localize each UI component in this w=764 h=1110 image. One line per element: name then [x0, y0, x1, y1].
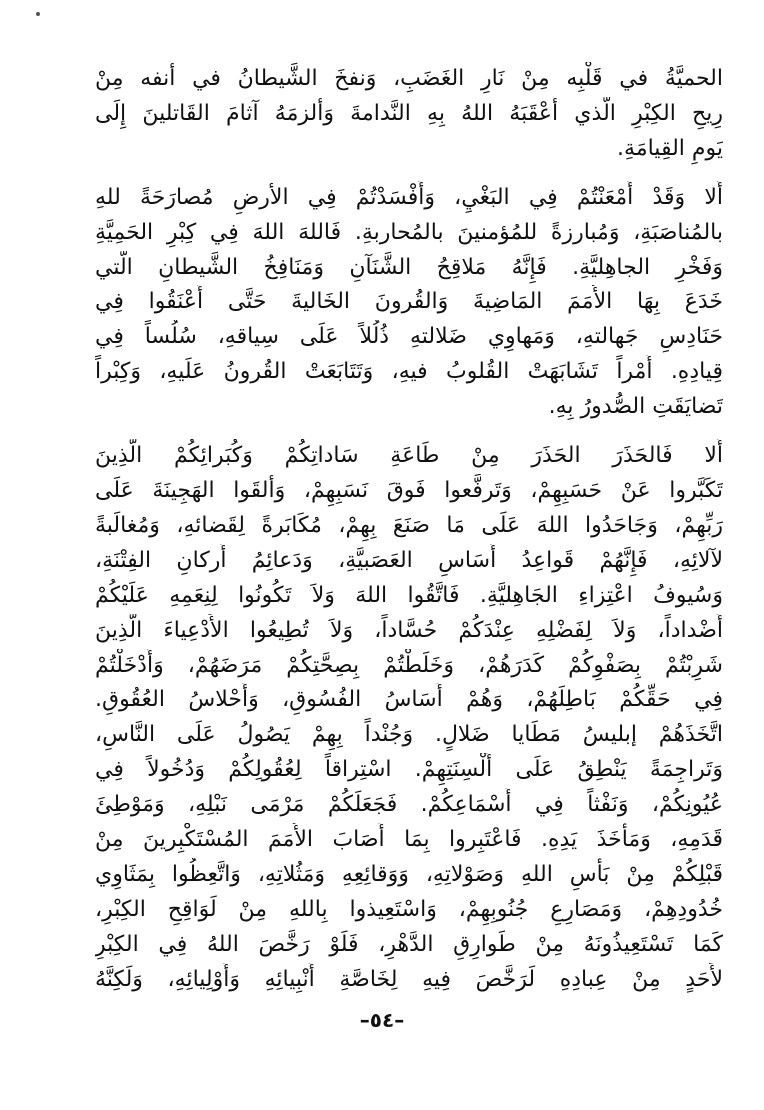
text-line: خَدَعَ بِهَا الأُمَمَ المَاضِيةَ وَالقُرونَ الخَاليةَ حَتَّى أَعْنَقُوا فِي	[95, 289, 723, 315]
text-line: لأَحَدٍ مِنْ عِبادِهِ لَرَخَّصَ فِيهِ لِخَاصَّةِ أَنْبِيائِهِ وَأَوْلِيائِهِ، وَلَكِنَّهُ	[95, 966, 723, 992]
paragraph-1	[95, 62, 723, 167]
text-line: حَنَادِسِ جَهالتهِ، وَمَهاوِي ضَلالتهِ ذُلُلاً عَلَى سِياقهِ، سُلُساً فِي	[95, 324, 723, 350]
text-line: تَكَبَّروا عَنْ حَسَبِهِمْ، وَتَرفَّعوا فَوقَ نَسَبِهِمْ، وَألقَوا الهَجِينَةَ عَلَى	[95, 477, 723, 503]
text-line: رِيحِ الكِبْرِ الَّذي أعْقَبَهُ اللهُ بِهِ النَّدامةَ وَألزمَهُ آثامَ القَاتلينَ إِلَى	[95, 100, 723, 126]
text-line: خُدُودِهِمْ، وَمَصَارِعِ جُنُوبِهِمْ، وَاسْتَعِيذوا بِاللهِ مِنْ لَوَاقِحِ الكِبْرِ،	[95, 896, 723, 922]
text-line: تَضايَقَتِ الصُّدورُ بِهِ.	[548, 394, 723, 420]
text-line: بالمُناصَبَةِ، وَمُبارزةً للمُؤمنينَ بالمُحاربةِ. فَاللهَ اللهَ فِي كِبْرِ الحَمِيَّةِ	[95, 219, 723, 245]
corner-dot-mark	[36, 12, 40, 16]
paragraph-3	[95, 439, 723, 998]
page-number: –٥٤–	[359, 1008, 405, 1032]
text-line: رَبِّهِمْ، وَجَاحَدُوا اللهَ عَلَى مَا صَنَعَ بِهِمْ، مُكَابَرةً لِقَضائهِ، وَمُغالَبةً	[95, 512, 723, 538]
text-line: قِيادِهِ. أَمْراً تَشَابَهَتْ القُلوبُ فيهِ، وَتَتَابَعَتْ القُرونُ عَلَيهِ، وَكِبْراً	[95, 359, 723, 385]
text-line: عُيُونِكُمْ، وَنَفْثاً فِي أَسْمَاعِكُمْ. فَجَعَلَكُمْ مَرْمَى نَبْلِهِ، وَمَوْطِئَ	[95, 792, 723, 818]
text-line: وَفَخْرِ الجاهِليَّةِ. فَإِنَّهُ مَلاقِحُ الشَّنَآنِ وَمَنَافِخُ الشَّيطانِ الَّتي	[95, 254, 723, 280]
text-line: كَمَا تَسْتَعِيذُونَهُ مِنْ طَوارِقِ الدَّهْرِ، فَلَوْ رَخَّصَ اللهُ فِي الكِبْرِ	[95, 931, 723, 957]
text-line: وَسُيوفُ اعْتِزاءِ الجَاهِليَّةِ. فَاتَّقُوا اللهَ وَلاَ تَكُونُوا لِنِعَمِهِ عَلَيْكُمْ	[95, 582, 723, 608]
text-line: وَتَراجِمَةً يَنْطِقُ عَلَى أَلْسِنَتِهِمْ. اسْتِراقاً لِعُقُولِكُمْ وَدُخُولاً فِي	[95, 757, 723, 783]
page-body-text	[95, 62, 723, 998]
text-line: أَلا فَالحَذَرَ الحَذَرَ مِنْ طَاعَةِ سَاداتِكُمْ وَكُبَرائِكُمْ الَّذِينَ	[95, 443, 723, 469]
text-line: فِي حَقِّكُمْ بَاطِلَهُمْ، وَهُمْ أَسَاسُ الفُسُوقِ، وَأَحْلاسُ العُقُوقِ.	[95, 687, 723, 713]
text-line: يَومِ القِيامَةِ.	[617, 135, 723, 161]
text-line: الحميَّةُ في قَلْبِه مِنْ نَارِ الغَضَبِ، وَنفخَ الشَّيطانُ في أنفه مِنْ	[95, 66, 723, 91]
text-line: قَدَمِهِ، وَمَأْخَذَ يَدِهِ. فَاعْتَبِروا بِمَا أَصَابَ الأُمَمَ المُسْتَكْبِرينَ مِنْ	[95, 827, 723, 853]
paragraph-2	[95, 181, 723, 425]
text-line: قَبْلِكُمْ مِنْ بَأْسِ اللهِ وَصَوْلاتِهِ، وَوَقائِعِهِ وَمَثُلاتِهِ، وَاتَّعِظُوا بِمَثَاوِي	[95, 861, 723, 887]
text-line: اتَّخَذَهُمْ إبليسُ مَطَايا ضَلالٍ. وَجُنْداً بِهِمْ يَصُولُ عَلَى النَّاسِ،	[95, 722, 723, 748]
text-line: لآلائِهِ، فَإِنَّهُمْ قَواعِدُ أَسَاسِ العَصَبيَّةِ، وَدَعائِمُ أَركانِ الفِتْنَةِ،	[95, 547, 723, 573]
text-line: أَلا وَقَدْ أَمْعَنْتُمْ فِي البَغْيِ، وَأَفْسَدْتُمْ فِي الأرضِ مُصارَحَةً للهِ	[95, 184, 723, 210]
text-line: أَضْداداً، وَلاَ لِفَضْلِهِ عِنْدَكُمْ حُسَّاداً، وَلاَ تُطِيعُوا الأَدْعِياءَ الَّذِينَ	[95, 617, 723, 643]
text-line: شَرِبْتُمْ بِصَفْوِكُمْ كَدَرَهُمْ، وَخَلَطْتُمْ بِصِحَّتِكُمْ مَرَضَهُمْ، وَأَدْخَلْتُمْ	[95, 652, 723, 678]
